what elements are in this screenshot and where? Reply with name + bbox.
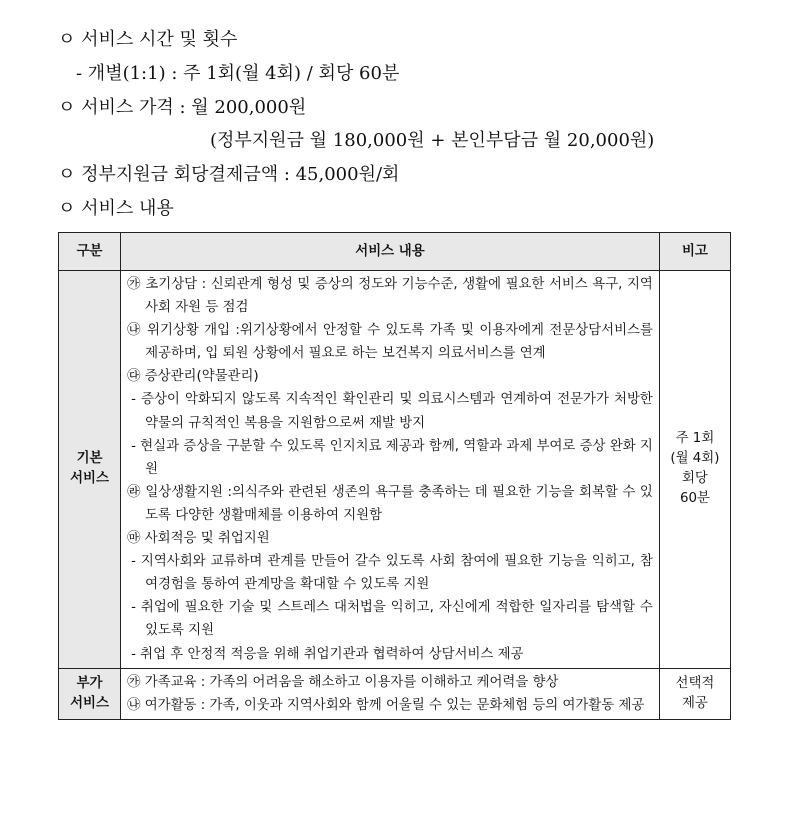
note-basic-service [659, 271, 730, 669]
note-line: 주 1회 [675, 431, 715, 447]
list-item: ㉱ 일상생활지원 :의식주와 관련된 생존의 욕구를 충족하는 데 필요한 기능을 회복할 수 있도록 다양한 생활매체를 이용하여 지원함 [127, 484, 653, 523]
category-basic-service [59, 271, 121, 669]
service-price-detail: (정부지원금 월 180,000원 + 본인부담금 월 20,000원) [210, 130, 655, 151]
note-line: 제공 [682, 695, 708, 711]
header-content: 서비스 내용 [121, 233, 660, 271]
category-label: 서비스 [70, 471, 109, 487]
header-note: 비고 [659, 233, 730, 271]
category-label: 부가 [76, 675, 103, 691]
note-line: 선택적 [675, 675, 715, 691]
header-category: 구분 [59, 233, 121, 271]
list-item: ㉮ 가족교육 : 가족의 어려움을 해소하고 이용자를 이해하고 케어력을 향상 [127, 674, 559, 690]
list-item: ㉰ 증상관리(약물관리) [127, 369, 259, 385]
list-item: ㉯ 위기상황 개입 :위기상황에서 안정할 수 있도록 가족 및 이용자에게 전문상담서비스를 제공하며, 입 퇴원 상황에서 필요로 하는 보건복지 의료서비스를 연계 [127, 323, 653, 362]
list-item: ㉲ 사회적응 및 취업지원 [127, 531, 270, 547]
list-item: - 증상이 악화되지 않도록 지속적인 확인관리 및 의료시스템과 연계하여 전문가가 처방한 약물의 규칙적인 복용을 지원함으로써 재발 방지 [131, 392, 653, 431]
table-header-row [59, 233, 731, 271]
note-line: 60분 [679, 491, 710, 507]
heading-service-price: ㅇ 서비스 가격 : 월 200,000원 [58, 97, 307, 118]
note-additional-service [659, 668, 730, 719]
heading-service-time: ㅇ 서비스 시간 및 횟수 [58, 29, 238, 50]
basic-service-content [121, 271, 660, 669]
service-time-detail: - 개별(1:1) : 주 1회(월 4회) / 회당 60분 [76, 63, 400, 84]
heading-per-session-payment: ㅇ 정부지원금 회당결제금액 : 45,000원/회 [58, 164, 400, 185]
list-item: - 취업 후 안정적 적응을 위해 취업기관과 협력하여 상담서비스 제공 [131, 646, 524, 662]
list-item: - 지역사회와 교류하며 관계를 만들어 갈수 있도록 사회 참여에 필요한 기능을 익히고, 참여경험을 통하여 관계망을 확대할 수 있도록 지원 [131, 554, 653, 593]
list-item: - 취업에 필요한 기술 및 스트레스 대처법을 익히고, 자신에게 적합한 일자리를 탐색할 수 있도록 지원 [131, 600, 653, 639]
table-row-basic-service [59, 271, 731, 669]
heading-service-content: ㅇ 서비스 내용 [58, 198, 174, 219]
table-row-additional-service [59, 668, 731, 719]
list-item: ㉯ 여가활동 : 가족, 이웃과 지역사회와 함께 어울릴 수 있는 문화체험 등의 여가활동 제공 [127, 697, 645, 713]
service-table [58, 232, 731, 720]
category-label: 기본 [76, 451, 103, 467]
note-line: 회당 [682, 471, 708, 487]
list-item: - 현실과 증상을 구분할 수 있도록 인지치료 제공과 함께, 역할과 과제 부여로 증상 완화 지원 [131, 438, 653, 477]
list-item: ㉮ 초기상담 : 신뢰관계 형성 및 증상의 정도와 기능수준, 생활에 필요한 서비스 욕구, 지역사회 자원 등 점검 [127, 277, 653, 316]
note-line: (월 4회) [670, 451, 720, 467]
category-label: 서비스 [70, 695, 109, 711]
category-additional-service [59, 668, 121, 719]
additional-service-content [121, 668, 660, 719]
